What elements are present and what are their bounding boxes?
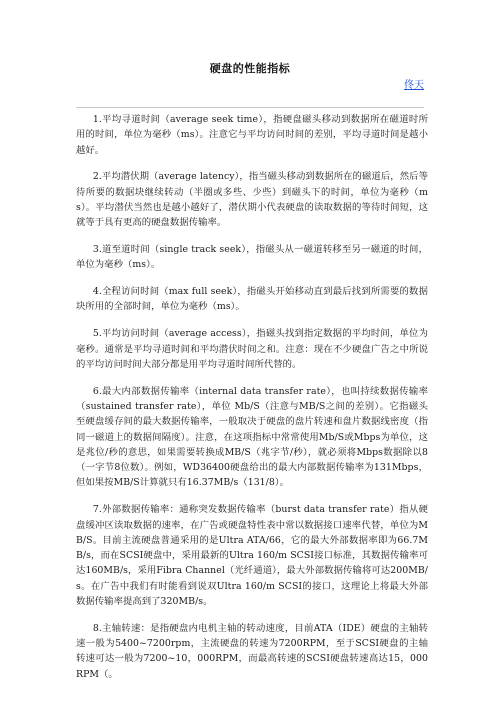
- header-divider: [76, 107, 424, 108]
- paragraph-avg-latency: 2.平均潜伏期（average latency），指当磁头移动到数据所在的磁道后，然后等待所要的数据块继续转动（半圈或多些、少些）到磁头下的时间，单位为毫秒（ms）。平均潜伏当然也是越小越好了，潜伏期小代表硬盘的读取数据的等待时间短，这就等于具有更高的硬盘数据传输率。: [76, 171, 428, 229]
- document-body: [76, 112, 428, 694]
- paragraph-external-transfer-rate: 7.外部数据传输率：通称突发数据传输率（burst data transfer rate）指从硬盘缓冲区读取数据的速率，在广告或硬盘特性表中常以数据接口速率代替，单位为MB/S。目前主流硬盘普通采用的是Ultra ATA/66，它的最大外部数据率即为66.7MB/s，而在SCSI硬盘中，采用最新的Ultra 160/m SCSI接口标准，其数据传输率可达160MB/s，采用Fibra Channel（光纤通道），最大外部数据传输将可达200MB/s。在广告中我们有时能看到说双Ultra 160/m SCSI的接口，这理论上将最大外部数据传输率提高到了320MB/s。: [76, 504, 428, 608]
- paragraph-full-seek: 4.全程访问时间（max full seek），指磁头开始移动直到最后找到所需要的数据块所用的全部时间，单位为毫秒（ms）。: [76, 286, 428, 313]
- paragraph-avg-access: 5.平均访问时间（average access），指磁头找到指定数据的平均时间，单位为毫秒。通常是平均寻道时间和平均潜伏时间之和。注意：现在不少硬盘广告之中所说的平均访问时间大部分都是用平均寻道时间所代替的。: [76, 328, 428, 370]
- paragraph-internal-transfer-rate: 6.最大内部数据传输率（internal data transfer rate），也叫持续数据传输率（sustained transfer rate），单位 Mb/S（注意与MB/S之间的差别）。它指磁头至硬盘缓存间的最大数据传输率，一般取决于硬盘的盘片转速和盘片数据线密度（指同一磁道上的数据间隔度）。注意，在这项指标中常常使用Mb/S或Mbps为单位，这是兆位/秒的意思，如果需要转换成MB/S（兆字节/秒），就必须将Mbps数据除以8（一字节8位数）。例如，WD36400硬盘给出的最大内部数据传输率为131Mbps，但如果按MB/S计算就只有16.37MB/s（131/8）。: [76, 385, 428, 489]
- paragraph-spindle-speed: 8.主轴转速：是指硬盘内电机主轴的转动速度，目前ATA（IDE）硬盘的主轴转速一般为5400~7200rpm，主流硬盘的转速为7200RPM，至于SCSI硬盘的主轴转速可达一般为7200~10，000RPM，而最高转速的SCSI硬盘转速高达15，000RPM（。: [76, 622, 428, 680]
- paragraph-track-to-track: 3.道至道时间（single track seek），指磁头从一磁道转移至另一磁道的时间，单位为毫秒（ms）。: [76, 244, 428, 271]
- document-title: 硬盘的性能指标: [209, 62, 291, 75]
- author-link[interactable]: 佟天: [404, 80, 424, 91]
- paragraph-avg-seek-time: 1.平均寻道时间（average seek time），指硬盘磁头移动到数据所在磁道时所用的时间，单位为毫秒（ms）。注意它与平均访问时间的差别，平均寻道时间是越小越好。: [76, 114, 428, 156]
